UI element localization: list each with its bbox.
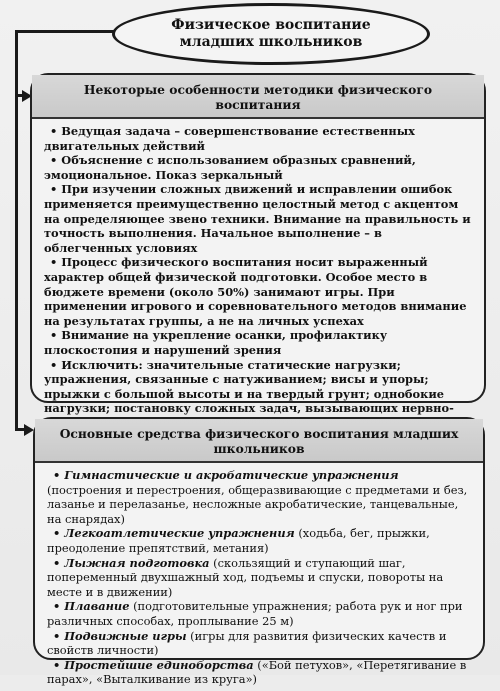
list-item — [47, 526, 471, 555]
list-item — [47, 629, 471, 658]
list-item — [44, 328, 472, 357]
bullet-icon: • — [50, 124, 58, 138]
list-item-text: (игры для развития физических качеств и свойств личности) — [47, 628, 447, 658]
list-item-term: Подвижные игры — [64, 628, 187, 643]
bullet-icon: • — [53, 555, 61, 570]
physical-education-means-list — [35, 463, 483, 691]
list-item-term: Плавание — [64, 599, 130, 614]
list-item-term: Простейшие единоборства — [64, 657, 254, 672]
bullet-icon: • — [50, 182, 58, 197]
diagram-title — [112, 3, 430, 65]
list-item — [47, 556, 471, 600]
list-item-text: Исключить: значительные статические нагрузки; упражнения, связанные с натуживанием; висы и упоры; прыжки с большой высоты и на твердый грунт; однобокие нагрузки; постановку сложных задач, вызывающих нервно- — [44, 357, 454, 416]
list-item-text: (подготовительные упражнения; работа рук и ног при различных способах, проплывание 25 м) — [47, 599, 463, 628]
physical-education-means-panel — [33, 417, 485, 687]
list-item-term: Лыжная подготовка — [64, 555, 210, 570]
bullet-icon: • — [53, 657, 61, 672]
list-item-text: («Бой петухов», «Перетягивание в парах», «Выталкивание из круга») — [47, 657, 467, 687]
diagram-title-text: Физическое воспитание младших школьников — [171, 17, 371, 50]
list-item — [47, 468, 471, 526]
list-item-text: Процесс физического воспитания носит выраженный характер общей физической подготовки. Особое место в бюджете времени (около 50%) занимают игры. При применении игрового и соревновательного методов внимание на результатах группы, а не на личных успехах — [44, 255, 467, 328]
list-item-text: Объяснение с использованием образных сравнений, эмоциональное. Показ зеркальный — [44, 153, 416, 182]
bullet-icon: • — [53, 468, 61, 482]
connector-line-vertical — [15, 30, 18, 430]
list-item-text: (ходьба, бег, прыжки, преодоление препятствий, метания) — [47, 526, 430, 555]
bullet-icon: • — [50, 357, 58, 372]
bullet-icon: • — [50, 328, 58, 343]
connector-line-top — [15, 30, 114, 33]
list-item — [44, 255, 472, 328]
list-item-term: Легкоатлетические упражнения — [64, 526, 295, 541]
bullet-icon: • — [53, 599, 61, 614]
list-item — [47, 599, 471, 628]
bullet-icon: • — [53, 526, 61, 541]
methodology-features-panel — [30, 73, 486, 416]
list-item-text: Ведущая задача – совершенствование естественных двигательных действий — [44, 124, 415, 153]
list-item-text: (построения и перестроения, общеразвивающие с предметами и без, лазанье и перелазанье, несложные акробатические, танцевальные, на снарядах) — [47, 482, 468, 526]
list-item-term: Гимнастические и акробатические упражнения — [64, 468, 399, 482]
list-item — [47, 658, 471, 687]
bullet-icon: • — [53, 628, 61, 643]
bullet-icon: • — [50, 153, 58, 168]
physical-education-means-header: Основные средства физического воспитания младших школьников — [35, 419, 483, 463]
methodology-features-header: Некоторые особенности методики физического воспитания — [32, 75, 484, 119]
list-item — [44, 182, 472, 255]
list-item-text: При изучении сложных движений и исправлении ошибок применяется преимущественно целостный метод с акцентом на определяющее звено техники. Внимание на правильность и точность выполнения. Начальное выполнение – в облегченных условиях — [44, 182, 471, 255]
methodology-features-list — [32, 119, 484, 434]
list-item-text: (скользящий и ступающий шаг, попеременный двухшажный ход, подъемы и спуски, повороты на месте и в движении) — [47, 555, 444, 599]
list-item — [44, 124, 472, 153]
bullet-icon: • — [50, 255, 58, 270]
list-item-text: Внимание на укрепление осанки, профилактику плоскостопия и нарушений зрения — [44, 328, 388, 357]
list-item — [44, 153, 472, 182]
